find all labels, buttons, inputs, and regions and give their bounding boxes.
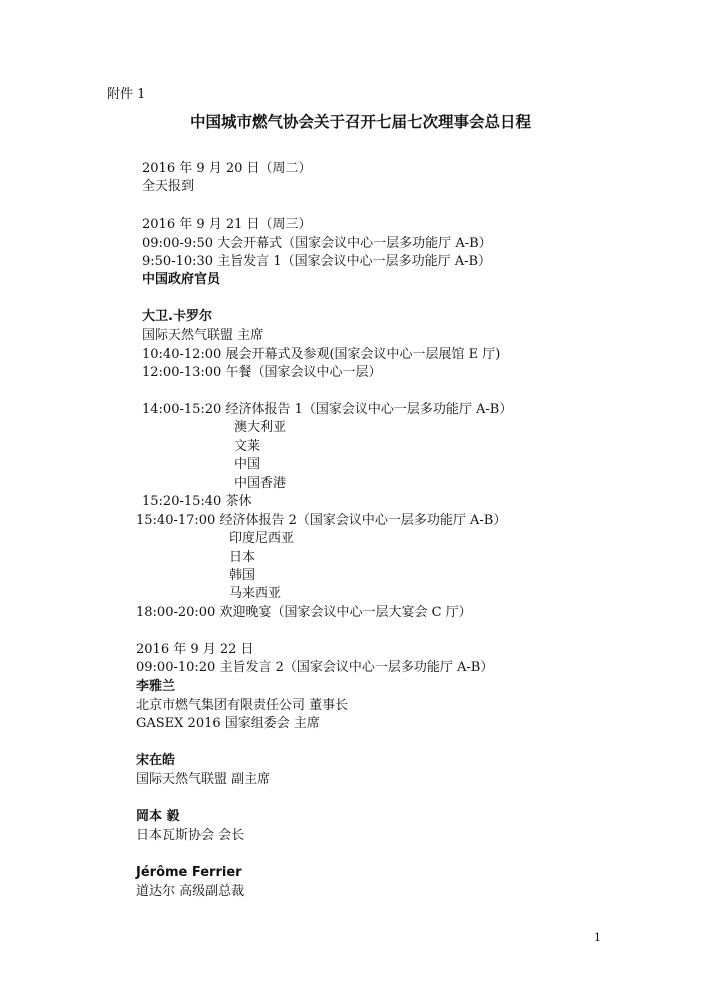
list-item: 韩国 <box>229 568 256 583</box>
page-number: 1 <box>594 931 601 944</box>
speaker-role: GASEX 2016 国家组委会 主席 <box>136 716 320 731</box>
schedule-lunch: 12:00-13:00 午餐（国家会议中心一层） <box>142 365 382 380</box>
day2-date: 2016 年 9 月 21 日（周三） <box>142 217 312 232</box>
speaker-name: 宋在皓 <box>136 753 176 768</box>
list-item: 中国香港 <box>234 476 287 491</box>
schedule-opening: 09:00-9:50 大会开幕式（国家会议中心一层多功能厅 A-B） <box>142 236 492 251</box>
speaker-role: 道达尔 高级副总裁 <box>136 884 245 899</box>
speaker-role: 北京市燃气集团有限责任公司 董事长 <box>136 698 349 713</box>
list-item: 中国 <box>234 457 261 472</box>
speaker-role: 日本瓦斯协会 会长 <box>136 828 245 843</box>
speaker-name: Jérôme Ferrier <box>136 865 242 880</box>
day3-date: 2016 年 9 月 22 日 <box>136 642 254 657</box>
schedule-econ-report-2: 15:40-17:00 经济体报告 2（国家会议中心一层多功能厅 A-B） <box>136 513 507 528</box>
schedule-econ-report-1: 14:00-15:20 经济体报告 1（国家会议中心一层多功能厅 A-B） <box>142 402 513 417</box>
list-item: 日本 <box>229 550 256 565</box>
speaker-name: 李雅兰 <box>136 679 176 694</box>
list-item: 澳大利亚 <box>234 420 287 435</box>
list-item: 马来西亚 <box>229 586 282 601</box>
attachment-label: 附件 1 <box>107 87 146 102</box>
speaker-role: 国际天然气联盟 主席 <box>142 328 264 343</box>
page-title: 中国城市燃气协会关于召开七届七次理事会总日程 <box>190 113 532 131</box>
schedule-expo-opening: 10:40-12:00 展会开幕式及参观(国家会议中心一层展馆 E 厅) <box>142 347 501 362</box>
day1-date: 2016 年 9 月 20 日（周二） <box>142 161 312 176</box>
speaker-name: 大卫.卡罗尔 <box>142 309 212 324</box>
schedule-tea-break: 15:20-15:40 茶休 <box>142 494 252 509</box>
speaker-name: 岡本 毅 <box>136 809 180 824</box>
gov-officials-heading: 中国政府官员 <box>142 272 221 287</box>
day1-note: 全天报到 <box>142 179 195 194</box>
schedule-welcome-dinner: 18:00-20:00 欢迎晚宴（国家会议中心一层大宴会 C 厅） <box>136 605 472 620</box>
schedule-keynote-2: 09:00-10:20 主旨发言 2（国家会议中心一层多功能厅 A-B） <box>136 660 494 675</box>
schedule-keynote-1: 9:50-10:30 主旨发言 1（国家会议中心一层多功能厅 A-B） <box>142 254 492 269</box>
list-item: 文莱 <box>234 439 261 454</box>
speaker-role: 国际天然气联盟 副主席 <box>136 772 271 787</box>
list-item: 印度尼西亚 <box>229 531 295 546</box>
